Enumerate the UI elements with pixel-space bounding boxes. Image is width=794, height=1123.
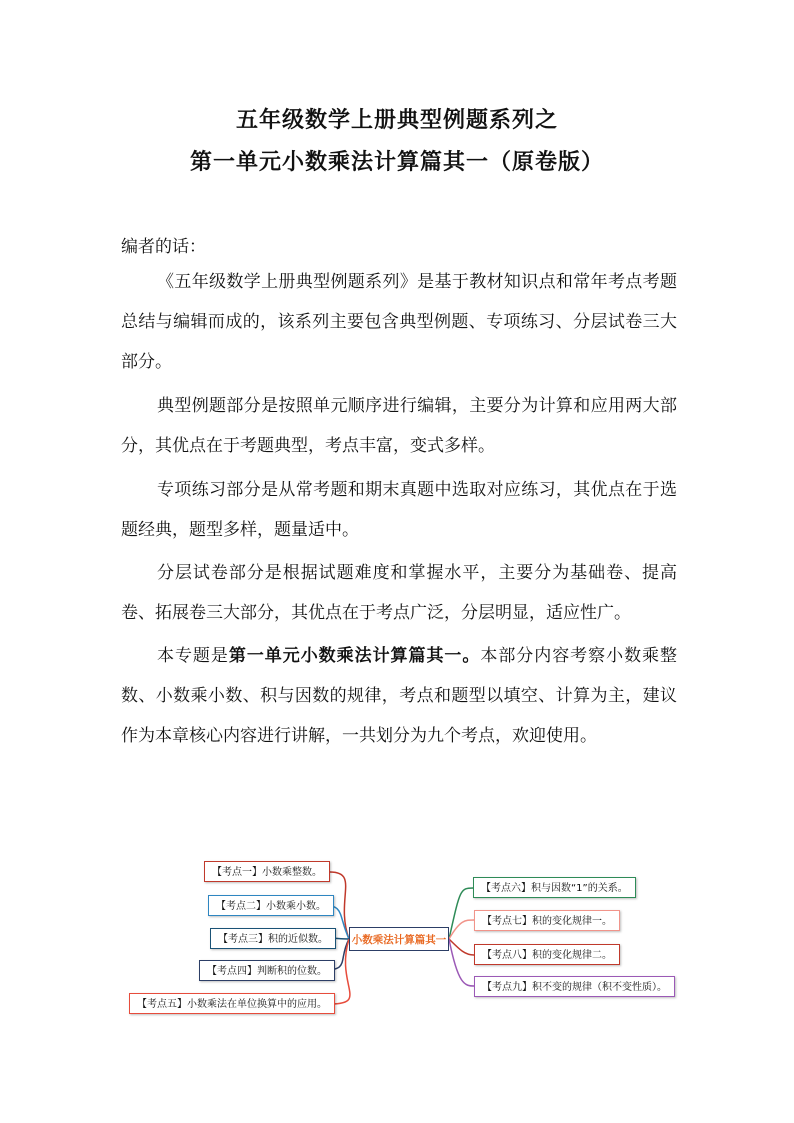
connector-right-9 <box>449 939 474 986</box>
mindmap-center-topic: 小数乘法计算篇其一 <box>349 927 449 951</box>
mindmap-node-point-1: 【考点一】小数乘整数。 <box>204 861 330 882</box>
editor-note-heading: 编者的话： <box>121 237 206 257</box>
page-title-line2: 第一单元小数乘法计算篇其一（原卷版） <box>189 150 604 175</box>
mindmap-node-point-5: 【考点五】小数乘法在单位换算中的应用。 <box>129 993 335 1014</box>
mindmap-node-point-9: 【考点九】积不变的规律（积不变性质）。 <box>474 976 675 997</box>
editor-note-paragraph-5 <box>121 636 677 756</box>
p5-topic-bold: 第一单元小数乘法计算篇其一。 <box>228 646 481 666</box>
editor-note-paragraph-1: 《五年级数学上册典型例题系列》是基于教材知识点和常年考点考题总结与编辑而成的，该系列主要包含典型例题、专项练习、分层试卷三大部分。 <box>121 272 677 372</box>
mindmap-node-point-6: 【考点六】积与因数“1”的关系。 <box>473 877 636 898</box>
p5-lead: 本专题是 <box>157 646 229 666</box>
connector-right-7 <box>449 920 474 939</box>
connector-right-8 <box>449 939 474 955</box>
editor-note-paragraph-3: 专项练习部分是从常考题和期末真题中选取对应练习，其优点在于选题经典，题型多样，题量适中。 <box>121 480 677 540</box>
mindmap-node-point-3: 【考点三】积的近似数。 <box>210 928 336 949</box>
mindmap-node-point-2: 【考点二】小数乘小数。 <box>208 895 334 916</box>
mindmap-node-point-7: 【考点七】积的变化规律一。 <box>474 910 620 931</box>
editor-note-paragraph-4: 分层试卷部分是根据试题难度和掌握水平，主要分为基础卷、提高卷、拓展卷三大部分，其优点在于考点广泛，分层明显，适应性广。 <box>121 563 677 623</box>
connector-right-6 <box>449 888 473 939</box>
mindmap-node-point-8: 【考点八】积的变化规律二。 <box>474 944 620 965</box>
mindmap-node-point-4: 【考点四】判断积的位数。 <box>199 960 335 981</box>
page-title-line1: 五年级数学上册典型例题系列之 <box>235 108 558 133</box>
editor-note-paragraph-2: 典型例题部分是按照单元顺序进行编辑，主要分为计算和应用两大部分，其优点在于考题典型，考点丰富，变式多样。 <box>121 396 677 456</box>
p5-rest: 本部分内容考察小数乘整数、小数乘小数、积与因数的规律，考点和题型以填空、计算为主，建议作为本章核心内容进行讲解，一共划分为九个考点，欢迎使用。 <box>121 646 678 746</box>
